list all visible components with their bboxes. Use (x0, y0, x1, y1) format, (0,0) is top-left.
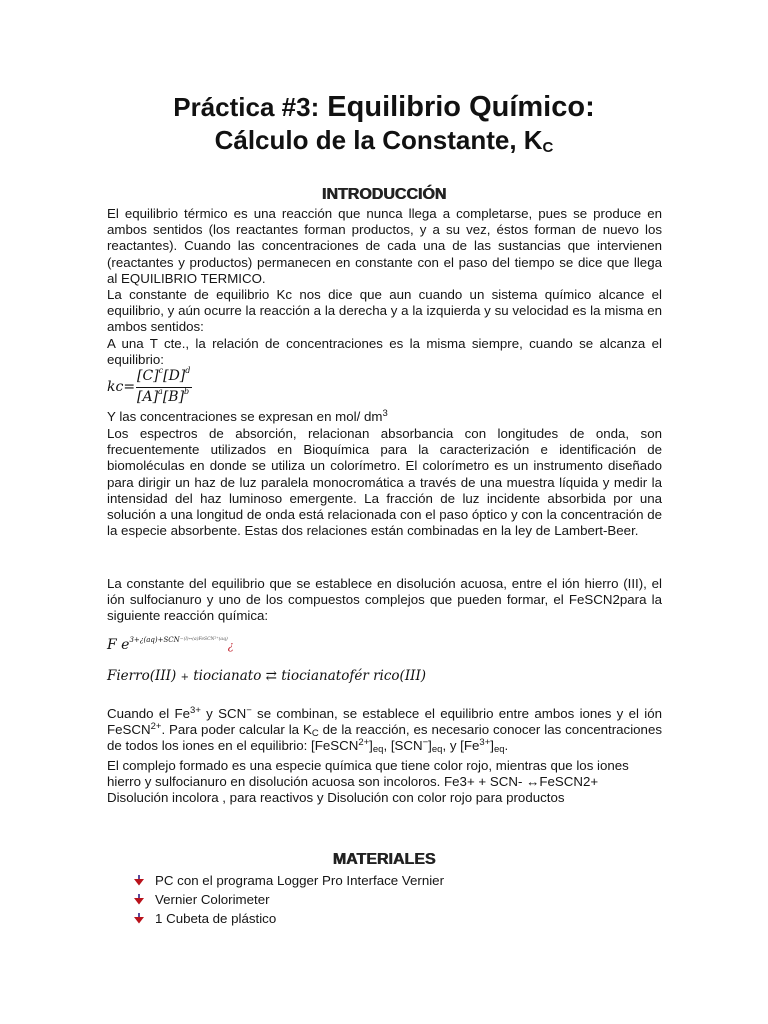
arrow-down-bullet-icon (133, 894, 145, 905)
title-line-2 (100, 124, 668, 164)
arrow-down-bullet-icon (133, 875, 145, 886)
title-line-1 (100, 90, 668, 124)
list-item (133, 909, 633, 928)
heading-introduction: INTRODUCCIÓN (321, 186, 447, 203)
title-subtitle: Cálculo de la Constante, K (214, 125, 543, 155)
material-item-label: Vernier Colorimeter (155, 892, 270, 907)
title-practice-number: Práctica #3: (173, 92, 320, 122)
title-subtitle-subscript: C (542, 139, 554, 156)
chemical-reaction-equation: F $e^{3+¿(aq)+SCN-(l)\leftrightarrow(a)FeSCN^{2+}(aq)}¿$ (107, 636, 234, 653)
kc-formula-lhs: kc= (107, 379, 136, 395)
kc-formula-denominator: $[A]^a[B]^b$ (137, 387, 190, 405)
paragraph-units: Y las concentraciones se expresan en mol/ $dm^3$ (107, 408, 388, 424)
paragraph-complex-color: El complejo formado es una especie química que tiene color rojo, mientras que los iones hierro y sulfocianuro en disolución acuosa son incoloros. Fe3+ + SCN- ↔FeSCN2+ Disolución incolora , para reactivos y Disolución con color rojo para productos (107, 758, 629, 806)
paragraph-constant-temperature: A una T cte., la relación de concentraciones es la misma siempre, cuando se alcanza el equilibrio: (107, 336, 662, 368)
list-item (133, 890, 633, 909)
materials-list (133, 871, 633, 928)
list-item (133, 871, 633, 890)
material-item-label: 1 Cubeta de plástico (155, 911, 277, 926)
title-topic: Equilibrio Químico: (327, 91, 595, 123)
word-reaction-equation: Fierro(III) + tiocianato ⇄ tiocianatofér rico(III) (107, 668, 427, 684)
paragraph-equilibrium-constant-solution: La constante del equilibrio que se establece en disolución acuosa, entre el ión hierro (III), el ión sulfocianuro y uno de los compuestos complejos que pueden formar, el FeSCN2para la siguiente reacción química: (107, 576, 662, 624)
arrow-down-bullet-icon (133, 913, 145, 924)
paragraph-kc-constant: La constante de equilibrio Kc nos dice que aun cuando un sistema químico alcance el equilibrio, y aún ocurre la reacción a la derecha y a la izquierda y su velocidad es la misma en ambos sentidos: (107, 287, 662, 335)
heading-materials: MATERIALES (332, 851, 436, 868)
paragraph-equilibrium: El equilibrio térmico es una reacción que nunca llega a completarse, pues se produce en ambos sentidos (los reactantes forman productos, y a su vez, éstos forman de nuevo los reactantes). Cuando las concentraciones de cada una de las sustancias que intervienen (reactantes y productos) permanecen en constante con el paso del tiempo se dice que llega al EQUILIBRIO TERMICO. (107, 206, 662, 286)
kc-formula (107, 368, 227, 410)
paragraph-ion-combination: Cuando el $Fe^{3+}$ y SCN− se combinan, se establece el equilibrio entre ambos iones y el ión FeSCN$^{2+}$. Para poder calcular la $K_C$ de la reacción, es necesario conocer las concentraciones de todos los iones en el equilibrio: $[FeSCN^{2+}]_{eq}$, $[SCN^-]_{eq}$, y $[Fe^{3+}]_{eq}$. (107, 705, 662, 756)
material-item-label: PC con el programa Logger Pro Interface Vernier (155, 873, 444, 888)
kc-formula-numerator: $[C]^c[D]^d$ (137, 366, 191, 384)
paragraph-absorption-spectra: Los espectros de absorción, relacionan absorbancia con longitudes de onda, son frecuentemente utilizados en Bioquímica para la caracterización e identificación de biomoléculas en donde se utiliza un colorímetro. El colorímetro es un instrumento diseñado para dirigir un haz de luz paralela monocromática a través de una muestra líquida y medir la intensidad del haz luminoso emergente. La fracción de luz incidente absorbida por una solución a una longitud de onda está relacionada con el paso óptico y con la concentración de la especie absorbente. Estas dos relaciones están combinadas en la ley de Lambert-Beer. (107, 426, 662, 539)
